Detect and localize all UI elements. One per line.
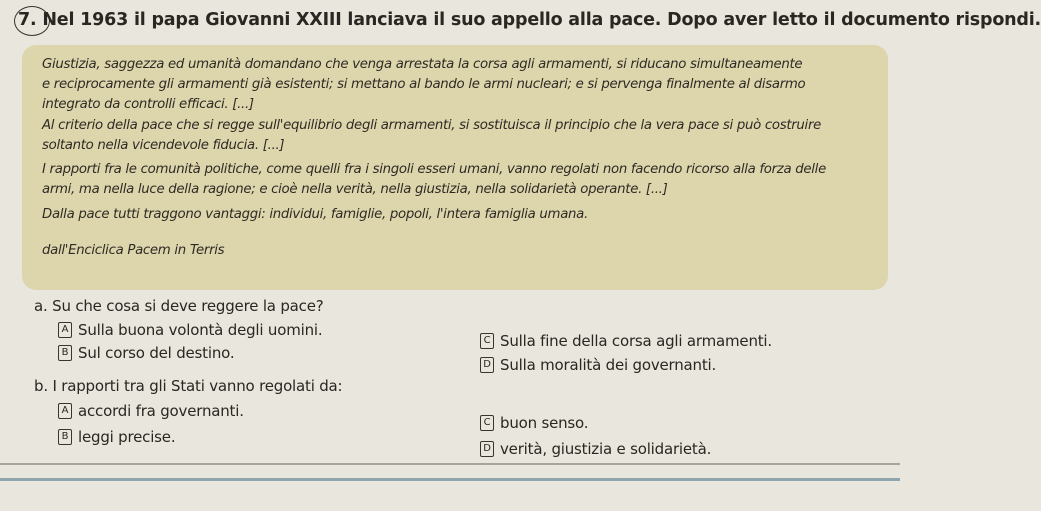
option-letter-badge: D	[480, 441, 494, 457]
option-b-B[interactable]	[58, 428, 175, 446]
option-text: verità, giustizia e solidarietà.	[500, 440, 712, 458]
question-a: a. Su che cosa si deve reggere la pace?	[34, 297, 324, 315]
passage-line: integrato da controlli efficaci. [...]	[42, 97, 254, 112]
question-b: b. I rapporti tra gli Stati vanno regolati da:	[34, 377, 343, 395]
option-letter-badge: B	[58, 429, 72, 445]
option-b-A[interactable]	[58, 402, 244, 420]
option-text: Sulla fine della corsa agli armamenti.	[500, 332, 772, 350]
passage-paragraph-4	[42, 205, 588, 225]
option-text: Sulla moralità dei governanti.	[500, 356, 717, 374]
passage-line: Dalla pace tutti traggono vantaggi: individui, famiglie, popoli, l'intera famiglia umana.	[42, 207, 588, 222]
option-b-D[interactable]	[480, 440, 711, 458]
option-b-C[interactable]	[480, 414, 588, 432]
option-a-D[interactable]	[480, 356, 716, 374]
option-letter-badge: D	[480, 357, 494, 373]
option-a-C[interactable]	[480, 332, 772, 350]
option-text: Sul corso del destino.	[78, 344, 235, 362]
option-letter-badge: C	[480, 415, 494, 431]
option-letter-badge: A	[58, 322, 72, 338]
option-text: leggi precise.	[78, 428, 176, 446]
divider-line	[0, 463, 900, 465]
passage-paragraph-3	[42, 160, 826, 200]
passage-line: Giustizia, saggezza ed umanità domandano che venga arrestata la corsa agli armamenti, si riducano simultaneamente	[42, 57, 803, 72]
passage-paragraph-1	[42, 55, 805, 115]
exercise-number: 7.	[18, 10, 37, 30]
passage-line: e reciprocamente gli armamenti già esistenti; si mettano al bando le armi nucleari; e si pervenga finalmente al disarmo	[42, 77, 806, 92]
passage-line: I rapporti fra le comunità politiche, come quelli fra i singoli esseri umani, vanno regolati non facendo ricorso alla forza delle	[42, 162, 826, 177]
option-text: accordi fra governanti.	[78, 402, 244, 420]
passage-line: soltanto nella vicendevole fiducia. [...]	[42, 138, 285, 153]
passage-line: armi, ma nella luce della ragione; e cioè nella verità, nella giustizia, nella solidarietà operante. [...]	[42, 182, 668, 197]
option-text: Sulla buona volontà degli uomini.	[78, 321, 323, 339]
divider-line-blue	[0, 478, 900, 481]
exercise-title	[18, 10, 1041, 30]
option-letter-badge: C	[480, 333, 494, 349]
passage-line: Al criterio della pace che si regge sull'equilibrio degli armamenti, si sostituisca il principio che la vera pace si può costruire	[42, 118, 821, 133]
document-passage	[22, 45, 888, 290]
passage-paragraph-2	[42, 116, 821, 156]
exercise-title-text: Nel 1963 il papa Giovanni XXIII lanciava il suo appello alla pace. Dopo aver letto il documento rispondi.	[42, 10, 1041, 30]
option-text: buon senso.	[500, 414, 589, 432]
option-a-B[interactable]	[58, 344, 234, 362]
passage-source: dall'Enciclica Pacem in Terris	[42, 243, 225, 258]
option-a-A[interactable]	[58, 321, 322, 339]
option-letter-badge: A	[58, 403, 72, 419]
option-letter-badge: B	[58, 345, 72, 361]
